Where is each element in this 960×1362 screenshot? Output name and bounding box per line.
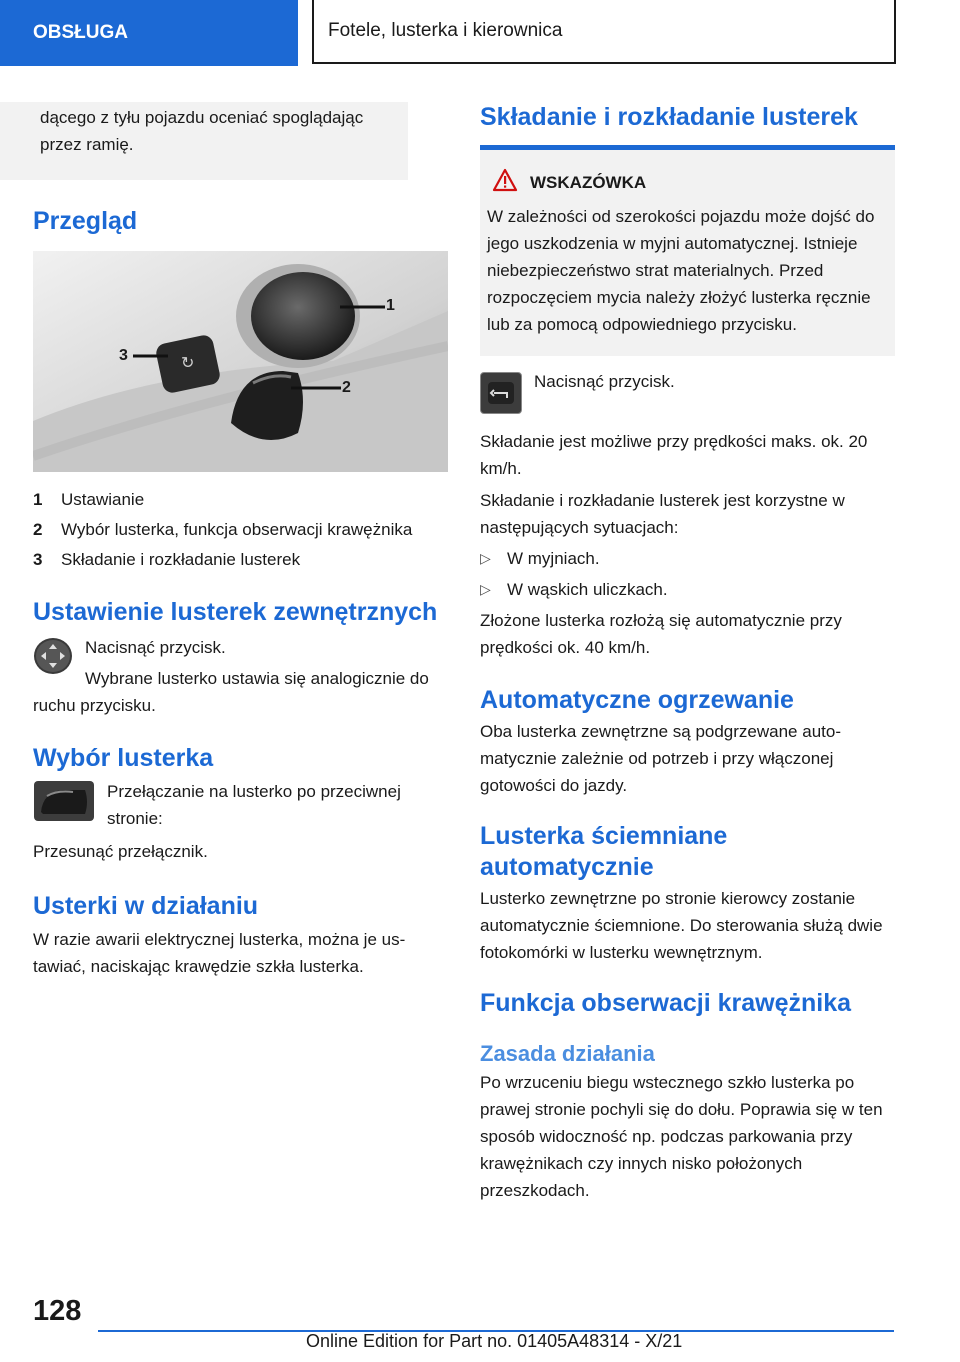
legend-text: Wybór lusterka, funkcja obserwacji krawężnika [61,520,413,539]
heating-text: Oba lusterka zewnętrzne są podgrzewane automatycznie zależnie od potrzeb i przy włączonej gotowości do jazdy. [480,722,841,795]
list-item-text: W wąskich uliczkach. [507,580,668,599]
callout-1: 1 [386,297,395,314]
notice-text: W zależności od szerokości pojazdu może dojść do jego uszkodzenia w myjni automatycznej. Istnieje niebezpieczeństwo strat materialnych. Przed rozpoczęciem mycia należy złożyć lusterka ręcznie lub za pomocą odpowiedniego przycisku. [487,207,875,334]
legend-number: 3 [33,550,43,569]
page-number: 128 [33,1295,82,1327]
svg-text:↻: ↻ [181,353,195,372]
dimming-heading: Lusterka ściemniane automatycznie [480,822,728,881]
unfold-text: Złożone lusterka rozłożą się automatycznie przy prędkości ok. 40 km/h. [480,611,842,657]
continued-notice [0,102,408,180]
fold-situations-list [480,545,895,603]
page-header [0,0,960,66]
select-step-text: Przełączanie na lusterko po przeciwnej stronie: [107,782,401,828]
left-column [33,102,448,980]
chapter-title: Fotele, lusterka i kierownica [312,0,896,64]
legend-item [33,486,448,513]
mirror-adjust-button-icon [33,636,73,676]
legend-text: Składanie i rozkładanie lusterek [61,550,301,569]
adjust-mirrors-heading: Ustawienie lusterek zewnętrznych [33,598,438,626]
legend-number: 1 [33,490,43,509]
heating-heading: Automatyczne ogrzewanie [480,686,794,714]
callout-3: 3 [119,347,128,364]
warning-triangle-icon [492,168,518,197]
mirror-fold-button-icon [480,372,522,414]
adjust-step [33,634,448,719]
select-description: Przesunąć przełącznik. [33,842,208,861]
list-item [480,576,895,603]
legend-item [33,516,448,543]
continued-text: dącego z tyłu pojazdu oceniać spoglądając przez ramię. [40,108,364,154]
curb-function-heading: Funkcja obserwacji krawężnika [480,989,851,1017]
overview-heading: Przegląd [33,207,138,235]
fold-speed-text: Składanie jest możliwe przy prędkości maks. ok. 20 km/h. [480,432,868,478]
list-item [480,545,895,572]
notice-title: WSKAZÓWKA [530,172,647,192]
right-column [480,102,895,1204]
legend-number: 2 [33,520,43,539]
select-step [33,778,448,832]
fold-step-text: Nacisnąć przycisk. [534,372,675,391]
photo-legend [33,486,448,573]
dimming-text: Lusterko zewnętrzne po stronie kierowcy zostanie automatycznie ściemnione. Do sterowania służą dwie fotokomórki w lusterku wewnętrznym. [480,889,883,962]
mirror-selector-switch-icon [33,780,95,822]
principle-subheading: Zasada działania [480,1041,655,1066]
edition-note: Online Edition for Part no. 01405A48314 - X/21 [306,1331,683,1351]
folding-heading: Składanie i rozkładanie lusterek [480,102,895,150]
faults-text: W razie awarii elektrycznej lusterka, można je ustawiać, naciskając krawędzie szkła lusterka. [33,930,406,976]
adjust-description: Wybrane lusterko ustawia się analogicznie do ruchu przycisku. [33,669,429,715]
list-item-text: W myjniach. [507,549,600,568]
legend-text: Ustawianie [61,490,145,509]
fold-step [480,372,895,414]
bullet-triangle-icon: ▷ [480,550,491,566]
faults-heading: Usterki w działaniu [33,892,259,920]
section-tab: OBSŁUGA [0,0,298,66]
bullet-triangle-icon: ▷ [480,581,491,597]
principle-text: Po wrzuceniu biegu wstecznego szkło lusterka po prawej stronie pochyli się do dołu. Poprawia się w ten sposób widoczność np. podczas parkowania przy krawężnikach czy innych nisko położonych przeszkodach. [480,1073,883,1200]
callout-2: 2 [342,379,351,396]
legend-item [33,546,448,573]
notice-box [480,150,895,356]
notice-header [487,168,888,197]
mirror-select-heading: Wybór lusterka [33,744,214,772]
fold-situations-text: Składanie i rozkładanie lusterek jest korzystne w następujących sytuacjach: [480,491,845,537]
mirror-controls-photo [33,251,448,472]
mirror-controls-illustration [33,251,448,472]
adjust-step-text: Nacisnąć przycisk. [85,638,226,657]
